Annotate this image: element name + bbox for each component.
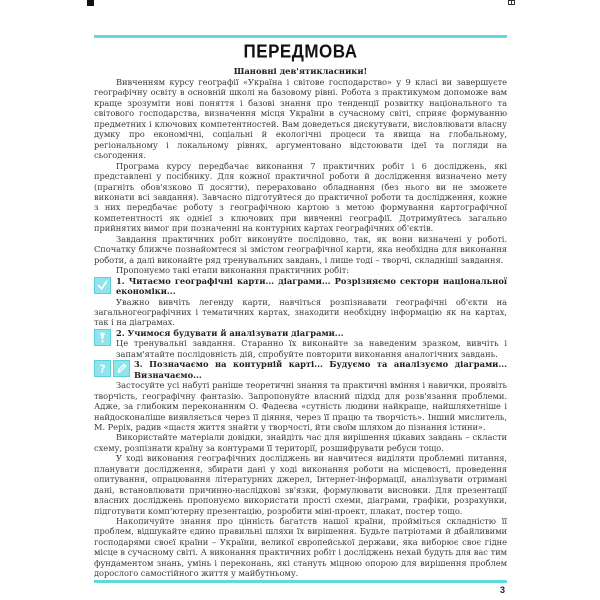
pencil-icon xyxy=(113,360,130,377)
paragraph: Накопичуйте знання про цінність багатств нашої країни, пройміться складністю її проблем, відшукайте єдино правильні шляхи їх вирішення. Будьте патріотами й дбайливими господарями своєї країни – України, великої європейської держави, яка виборює своє гідне місце в сучасному світі. А виконання практичних робіт і досліджень нехай будуть для вас тим фундаментом знань, умінь і переконань, які стануть міцною опорою для вирішення проблем дорослого самостійного життя у майбутньому. xyxy=(94,516,507,579)
greeting: Шановні дев'ятикласники! xyxy=(233,66,368,76)
paragraph: Застосуйте усі набуті раніше теоретичні знання та практичні вміння і навички, проявіть творчість, географічну фантазію. Запропонуйте власний підхід для розв'язання проблеми. Адже, за глибоким переконанням О. Фадеєва «сутність людини найкраще, найшляхетніше і найдосконаліше виявляється через її діяння, через її працю та творчість». Інший мислитель, М. Реріх, радив «щастя життя знайти у творчості, йти своїм шляхом до пізнання істини». xyxy=(94,380,507,432)
question-icon xyxy=(94,360,111,377)
page-number: 3 xyxy=(499,584,505,595)
stage-text: Це тренувальні завдання. Старанно їх виконайте за наведеним зразком, вивчіть і запам'ятайте послідовність дій, спробуйте повторити виконання аналогічних завдань. xyxy=(116,338,507,359)
paragraph: У ході виконання географічних досліджень ви навчитеся виділяти проблемні питання, планувати дослідження, збирати дані у ході виконання роботи на місцевості, проведення опитування, опрацювання літературних джерел, Інтернет-інформації, аналізувати отримані дані, встановлювати причинно-наслідкові зв'язки, формулювати висновки. Для презентації власних досліджень пропонуємо використати прості схеми, діаграми, графіки, розрахунки, підготувати комп'ютерну презентацію, розробити міні-проект, плакат, постер тощо. xyxy=(94,453,507,516)
stage-2 xyxy=(94,328,507,359)
exclamation-icon xyxy=(94,329,111,346)
svg-text:?: ? xyxy=(99,363,106,376)
bottom-rule xyxy=(94,580,507,583)
page-title: ПЕРЕДМОВА xyxy=(243,41,358,62)
paragraph: Пропонуємо такі етапи виконання практичних робіт: xyxy=(116,265,350,276)
paragraph: Використайте матеріали довідки, знайдіть час для вирішення цікавих завдань – скласти схему, розпізнати країну за контурами її території, розшифрувати ребуси тощо. xyxy=(94,432,507,453)
paragraph: Завдання практичних робіт виконуйте послідовно, так, як вони визначені у роботі. Спочатку ближче познайомтеся зі змістом географічної карти, яка необхідна для виконання роботи, а далі виконайте ряд тренувальних завдань, і лише тоді – творчі, складніші завдання. xyxy=(94,233,507,265)
stage-3 xyxy=(94,359,507,380)
stage-title: 2. Учимося будувати й аналізувати діаграми... xyxy=(116,327,344,338)
stage-1 xyxy=(94,276,507,328)
page xyxy=(94,35,507,595)
paragraph: Програма курсу передбачає виконання 7 практичних робіт і 6 досліджень, які представлені у посібнику. Для кожної практичної роботи й дослідження визначено мету (прагніть обов'язково її досягти), перераховано обладнання (без нього ви не зможете виконати всі завдання). Завчасно підготуйтеся до практичної роботи та дослідження, кожне з них передбачає роботу з географічною картою з метою формування картографічної компетентності як однієї з ключових при вивченні географії. Дотримуйтесь загально прийнятих вимог при позначенні на контурних картах географічних об'єктів. xyxy=(94,160,507,234)
top-rule xyxy=(94,35,507,38)
stage-title: 3. Позначаємо на контурній карті... Будуємо та аналізуємо діаграми... Визначаємо... xyxy=(134,359,507,380)
crop-mark-right xyxy=(508,0,515,5)
stage-title: 1. Читаємо географічні карти... діаграми... Розрізняємо сектори національної економіки... xyxy=(116,275,507,297)
stage-text: Уважно вивчіть легенду карти, навчіться розпізнавати географічні об'єкти на загальногеографічних і тематичних картах, знаходити необхідну інформацію як на картах, так і на діаграмах. xyxy=(94,296,507,328)
paragraph: Вивченням курсу географії «Україна і світове господарство» у 9 класі ви завершуєте географічну освіту в основній школі на базовому рівні. Робота з практикумом допоможе вам краще зрозуміти нові поняття і базові знання про тенденції розвитку національного та світового господарства, визначення місця України в сучасному світі, сприяє формуванню предметних і ключових компетентностей. Вам доведеться дискутувати, висловлювати власну думку про економічні, соціальні й екологічні процеси та явища на глобальному, регіональному і локальному рівнях, аргументовано відстоювати ідеї та погляди на сьогодення. xyxy=(94,77,507,161)
checkmark-icon xyxy=(94,277,111,294)
crop-mark-left xyxy=(87,0,94,6)
